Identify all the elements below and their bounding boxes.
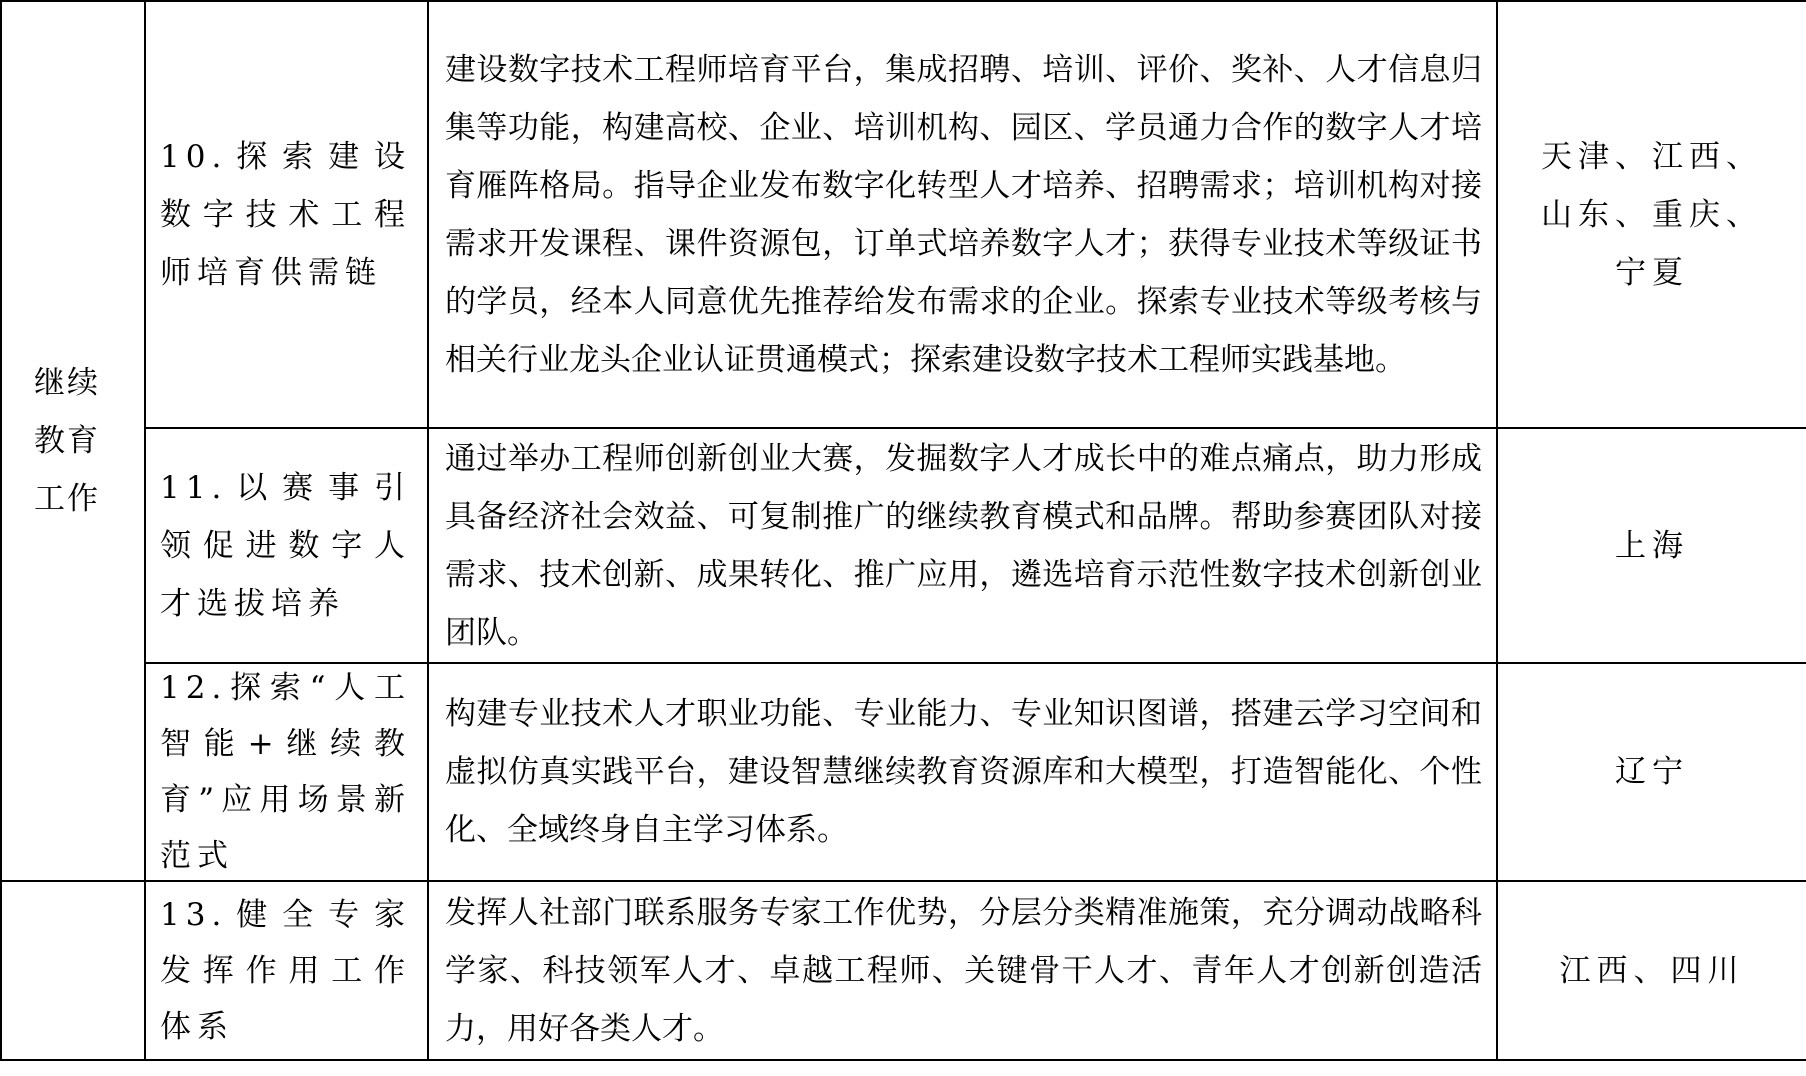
regions-text: 天津、江西、山东、重庆、宁夏: [1541, 138, 1763, 291]
regions-text: 江西、四川: [1559, 952, 1745, 989]
content-text: 构建专业技术人才职业功能、专业能力、专业知识图谱，搭建云学习空间和虚拟仿真实践平台，建设智慧继续教育资源库和大模型，打造智能化、个性化、全域终身自主学习体系。: [445, 696, 1482, 848]
table-row: [146, 664, 427, 880]
task-title: 11.以赛事引领促进数字人才选拔培养: [160, 469, 411, 622]
regions-cell: [1498, 2, 1806, 427]
category-cell: [2, 2, 144, 880]
category-label: 继续教育工作: [34, 365, 100, 517]
regions-cell: [1498, 664, 1806, 880]
table-border-bottom: [0, 1059, 1806, 1061]
task-title: 10.探索建设数字技术工程师培育供需链: [160, 138, 411, 291]
regions-cell: [1498, 882, 1806, 1059]
content-cell: [429, 429, 1496, 662]
content-cell: [429, 882, 1496, 1059]
content-cell: [429, 664, 1496, 880]
content-cell: [429, 2, 1496, 427]
content-text: 通过举办工程师创新创业大赛，发掘数字人才成长中的难点痛点，助力形成具备经济社会效益、可复制推广的继续教育模式和品牌。帮助参赛团队对接需求、技术创新、成果转化、推广应用，遴选培育示范性数字技术创新创业团队。: [445, 440, 1482, 651]
regions-text: 辽宁: [1615, 754, 1689, 790]
content-text: 发挥人社部门联系服务专家工作优势，分层分类精准施策，充分调动战略科学家、科技领军人才、卓越工程师、关键骨干人才、青年人才创新创造活力，用好各类人才。: [445, 894, 1482, 1047]
table-row: [146, 429, 427, 662]
task-title: 13.健全专家发挥作用工作体系: [160, 896, 411, 1045]
task-title: 12.探索“人工智能+继续教育”应用场景新范式: [160, 670, 411, 874]
content-text: 建设数字技术工程师培育平台，集成招聘、培训、评价、奖补、人才信息归集等功能，构建高校、企业、培训机构、园区、学员通力合作的数字人才培育雁阵格局。指导企业发布数字化转型人才培养、招聘需求；培训机构对接需求开发课程、课件资源包，订单式培养数字人才；获得专业技术等级证书的学员，经本人同意优先推荐给发布需求的企业。探索专业技术等级考核与相关行业龙头企业认证贯通模式；探索建设数字技术工程师实践基地。: [445, 51, 1482, 378]
regions-cell: [1498, 429, 1806, 662]
table-row: [146, 882, 427, 1059]
table-row: [146, 2, 427, 427]
regions-text: 上海: [1615, 527, 1689, 564]
